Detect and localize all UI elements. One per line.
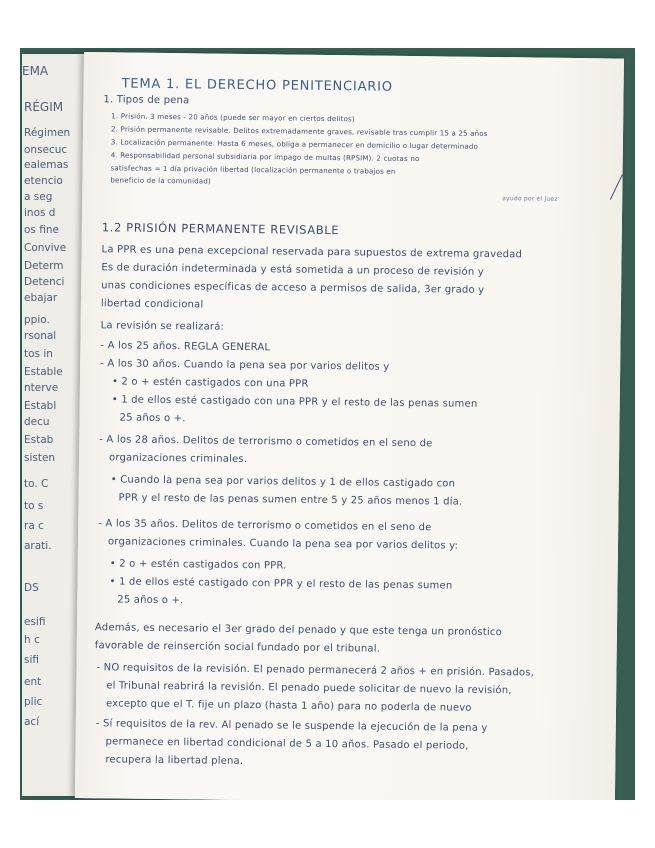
background-page-fragment: os fine xyxy=(24,224,59,236)
text-line: • 2 o + estén castigados con PPR. xyxy=(109,558,287,572)
text-line: recupera la libertad plena. xyxy=(105,754,244,767)
background-page-fragment: ací xyxy=(24,716,40,728)
text-line: 4. Responsabilidad personal subsidiaria por impago de multas (RPSIM). 2 cuotas no xyxy=(110,151,420,164)
background-page-fragment: Detenci xyxy=(24,276,65,288)
text-line: 2. Prisión permanente revisable. Delitos extremadamente graves, revisable tras cumplir 15 a 25 años xyxy=(111,125,488,138)
text-line: • 1 de ellos esté castigado con PPR y el resto de las penas sumen xyxy=(109,576,453,592)
text-line: satisfechas = 1 día privación libertad (localización permanente o trabajos en xyxy=(110,164,396,176)
text-line: - A los 30 años. Cuando la pena sea por varios delitos y xyxy=(100,358,390,373)
background-page-fragment: EMA xyxy=(22,64,49,78)
background-page-fragment: ebajar xyxy=(24,292,58,304)
background-page-fragment: Estab xyxy=(24,434,54,446)
text-line: - A los 28 años. Delitos de terrorismo o cometidos en el seno de xyxy=(99,434,433,450)
text-line: ayudo por el Juez xyxy=(502,195,558,203)
text-line: • 2 o + estén castigados con una PPR xyxy=(111,376,309,390)
text-line: La PPR es una pena excepcional reservada para supuestos de extrema gravedad xyxy=(101,244,523,261)
text-line: • Cuando la pena sea por varios delitos y 1 de ellos castigado con xyxy=(110,474,456,490)
page-title: TEMA 1. EL DERECHO PENITENCIARIO xyxy=(121,76,393,95)
background-page-fragment: sisten xyxy=(24,452,56,464)
background-page-fragment: a seg xyxy=(24,191,53,203)
background-page-fragment: ppio. xyxy=(24,314,50,326)
background-page-fragment: ealemas xyxy=(24,159,69,171)
background-page-fragment: Determ xyxy=(24,260,64,272)
text-line: - A los 25 años. REGLA GENERAL xyxy=(100,340,271,354)
text-line: - A los 35 años. Delitos de terrorismo o cometidos en el seno de xyxy=(98,518,432,534)
text-line: - Sí requisitos de la rev. Al penado se le suspende la ejecución de la pena y xyxy=(95,718,488,734)
notebook-page xyxy=(75,52,624,800)
text-line: organizaciones criminales. xyxy=(108,452,248,466)
text-line: permanece en libertad condicional de 5 a 10 años. Pasado el periodo, xyxy=(105,736,469,752)
photo-background xyxy=(20,48,635,800)
background-page-fragment: Establ xyxy=(24,400,57,412)
background-page-fragment: sifi xyxy=(24,654,40,666)
background-page-fragment: esifi xyxy=(24,616,46,628)
text-line: • 1 de ellos esté castigado con una PPR y el resto de las penas sumen xyxy=(111,394,478,410)
background-page-fragment: plic xyxy=(24,696,43,708)
background-page-fragment: Régimen xyxy=(24,127,71,139)
text-line: beneficio de la comunidad) xyxy=(110,176,211,186)
background-page-fragment: ra c xyxy=(24,520,44,532)
background-page-fragment: inos d xyxy=(24,207,56,219)
text-line: - NO requisitos de la revisión. El penado permanecerá 2 años + en prisión. Pasados, xyxy=(96,662,535,679)
section-heading: 1.2 PRISIÓN PERMANENTE REVISABLE xyxy=(101,220,340,238)
text-line: 1. Prisión. 3 meses - 20 años (puede ser mayor en ciertos delitos) xyxy=(111,112,355,124)
text-line: 3. Localización permanente. Hasta 6 meses, obliga a permanecer en domicilio o lugar determinado xyxy=(110,138,479,151)
text-line: PPR y el resto de las penas sumen entre 5 y 25 años menos 1 día. xyxy=(118,492,463,508)
subsection-heading: 1. Tipos de pena xyxy=(103,94,190,107)
background-page-fragment: RÉGIM xyxy=(24,100,64,114)
background-page-fragment: rsonal xyxy=(24,330,57,342)
background-page-fragment: DS xyxy=(24,582,39,594)
text-line: Es de duración indeterminada y está sometida a un proceso de revisión y xyxy=(101,262,484,278)
background-page-fragment: Estable xyxy=(24,366,63,378)
background-page-fragment: ent xyxy=(24,676,42,688)
text-line: favorable de reinserción social fundado por el tribunal. xyxy=(94,640,381,655)
background-page-fragment: onsecuc xyxy=(24,144,68,156)
checkmark-stroke xyxy=(599,169,623,200)
text-line: 25 años o +. xyxy=(117,594,184,607)
background-page-fragment: Convive xyxy=(24,242,67,254)
background-page-fragment: arati. xyxy=(24,540,52,552)
text-line: unas condiciones específicas de acceso a permisos de salida, 3er grado y xyxy=(101,280,485,296)
background-page-fragment: decu xyxy=(24,416,50,428)
background-page-fragment: to s xyxy=(24,500,44,512)
text-line: el Tribunal reabrirá la revisión. El penado puede solicitar de nuevo la revisión, xyxy=(106,680,512,697)
background-page-fragment: to. C xyxy=(24,478,49,490)
text-line: libertad condicional xyxy=(100,298,204,311)
text-line: excepto que el T. fije un plazo (hasta 1 año) para no poderla de nuevo xyxy=(105,698,472,714)
text-line: La revisión se realizará: xyxy=(100,320,225,333)
background-page-fragment: tos in xyxy=(24,348,53,360)
background-page-fragment: nterve xyxy=(24,382,59,394)
text-line: 25 años o +. xyxy=(119,412,186,425)
text-line: Además, es necesario el 3er grado del penado y que este tenga un pronóstico xyxy=(94,622,503,639)
background-page-fragment: h c xyxy=(24,634,40,646)
background-page-fragment: etencio xyxy=(24,175,63,187)
text-line: organizaciones criminales. Cuando la pena sea por varios delitos y: xyxy=(107,536,459,552)
